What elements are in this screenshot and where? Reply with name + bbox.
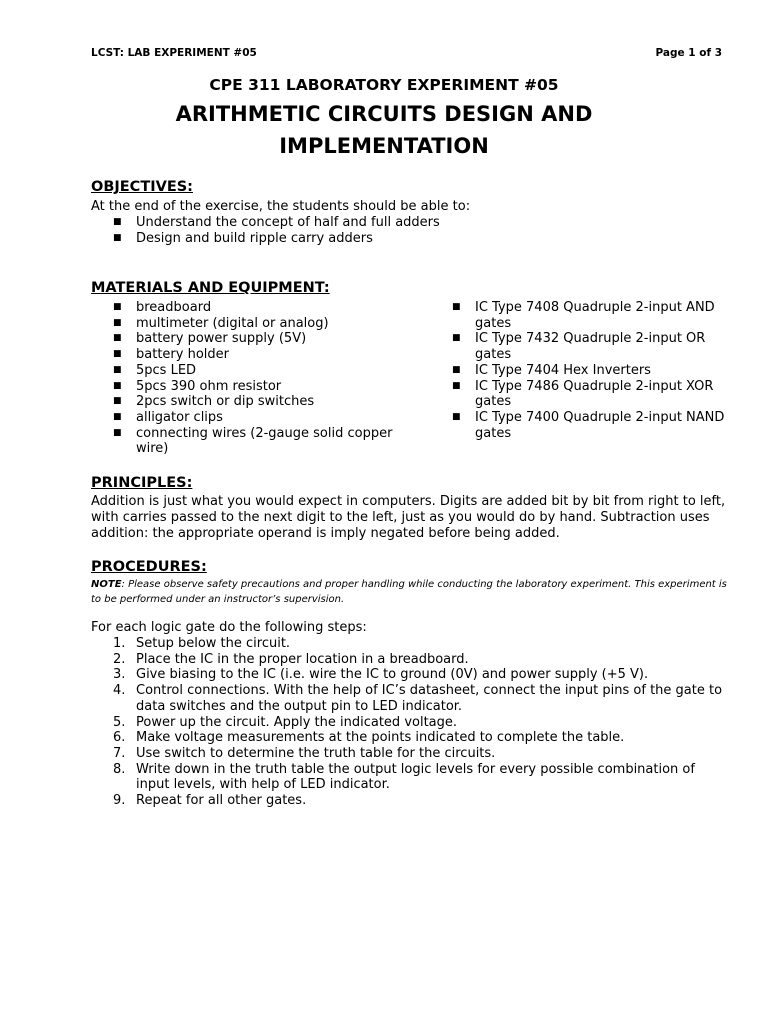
list-item: 2. Place the IC in the proper location in a breadboard. xyxy=(113,651,469,667)
objectives-list xyxy=(113,215,713,246)
list-item: ■ IC Type 7486 Quadruple 2-input XOR gates xyxy=(452,378,714,410)
list-item: ■ battery holder xyxy=(113,347,229,363)
objectives-intro: At the end of the exercise, the students should be able to: xyxy=(91,199,471,214)
note-label: NOTE xyxy=(91,579,122,590)
materials-list-right xyxy=(452,300,732,441)
header-left: LCST: LAB EXPERIMENT #05 xyxy=(91,47,257,59)
objectives-heading: OBJECTIVES: xyxy=(91,179,193,195)
list-item: ■ 5pcs 390 ohm resistor xyxy=(113,378,282,394)
list-item: ■ IC Type 7404 Hex Inverters xyxy=(452,362,651,378)
list-item: 6. Make voltage measurements at the points indicated to complete the table. xyxy=(113,730,625,746)
square-bullet-icon: ■ xyxy=(113,411,122,422)
square-bullet-icon: ■ xyxy=(113,302,122,312)
list-item: ■ breadboard xyxy=(113,300,212,315)
list-item: ■ battery power supply (5V) xyxy=(113,331,307,347)
list-item: ■ IC Type 7400 Quadruple 2-input NAND gates xyxy=(452,409,725,441)
list-item: ■ 5pcs LED xyxy=(113,362,197,378)
procedures-intro: For each logic gate do the following steps: xyxy=(91,620,367,635)
square-bullet-icon: ■ xyxy=(113,364,122,375)
square-bullet-icon: ■ xyxy=(113,333,122,344)
list-item: 1. Setup below the circuit. xyxy=(113,636,291,651)
square-bullet-icon: ■ xyxy=(113,396,122,407)
list-item: 9. Repeat for all other gates. xyxy=(113,793,307,809)
square-bullet-icon: ■ xyxy=(452,302,461,312)
square-bullet-icon: ■ xyxy=(452,364,461,375)
note-text: : Please observe safety precautions and proper handling while conducting the laboratory experiment. This experiment is to be performed under an instructor’s supervision. xyxy=(91,579,727,605)
list-item: ■ 2pcs switch or dip switches xyxy=(113,394,315,410)
principles-heading: PRINCIPLES: xyxy=(91,475,193,491)
square-bullet-icon: ■ xyxy=(113,427,122,438)
list-item: ■ IC Type 7432 Quadruple 2-input OR gates xyxy=(452,331,706,363)
list-item: 4. Control connections. With the help of IC’s datasheet, connect the input pins of the gate to data switches and the output pin to LED indicator. xyxy=(113,683,723,714)
square-bullet-icon: ■ xyxy=(452,333,461,344)
list-item: 3. Give biasing to the IC (i.e. wire the IC to ground (0V) and power supply (+5 V). xyxy=(113,667,649,683)
square-bullet-icon: ■ xyxy=(113,317,122,328)
square-bullet-icon: ■ xyxy=(113,232,122,243)
list-item: 7. Use switch to determine the truth table for the circuits. xyxy=(113,745,496,761)
square-bullet-icon: ■ xyxy=(113,380,122,391)
course-title: CPE 311 LABORATORY EXPERIMENT #05 xyxy=(209,76,559,94)
principles-line-2: with carries passed to the next digit to the left, just as you would do by hand. Subtraction uses xyxy=(91,510,710,525)
procedures-note xyxy=(91,577,727,607)
square-bullet-icon: ■ xyxy=(113,217,122,227)
list-item: ■ IC Type 7408 Quadruple 2-input AND gates xyxy=(452,300,715,331)
list-item: 5. Power up the circuit. Apply the indicated voltage. xyxy=(113,714,458,730)
experiment-title-line1: ARITHMETIC CIRCUITS DESIGN AND xyxy=(175,102,593,126)
header-page-number: Page 1 of 3 xyxy=(655,47,722,59)
square-bullet-icon: ■ xyxy=(113,349,122,360)
experiment-title-line2: IMPLEMENTATION xyxy=(279,134,489,158)
principles-line-1: Addition is just what you would expect in computers. Digits are added bit by bit from right to left, xyxy=(91,494,726,509)
procedures-heading: PROCEDURES: xyxy=(91,559,207,575)
principles-line-3: addition: the appropriate operand is imply negated before being added. xyxy=(91,526,560,541)
materials-heading: MATERIALS AND EQUIPMENT: xyxy=(91,280,330,296)
square-bullet-icon: ■ xyxy=(452,411,461,422)
square-bullet-icon: ■ xyxy=(452,380,461,391)
materials-list-left xyxy=(113,300,403,457)
list-item: ■ alligator clips xyxy=(113,409,223,425)
procedures-steps xyxy=(113,636,723,809)
list-item: 8. Write down in the truth table the output logic levels for every possible combination of input levels, with help of LED indicator. xyxy=(113,761,695,793)
list-item: ■ Understand the concept of half and full adders xyxy=(113,215,440,230)
list-item: ■ Design and build ripple carry adders xyxy=(113,230,373,246)
list-item: ■ multimeter (digital or analog) xyxy=(113,315,329,331)
list-item: ■ connecting wires (2-gauge solid copper wire) xyxy=(113,425,393,457)
